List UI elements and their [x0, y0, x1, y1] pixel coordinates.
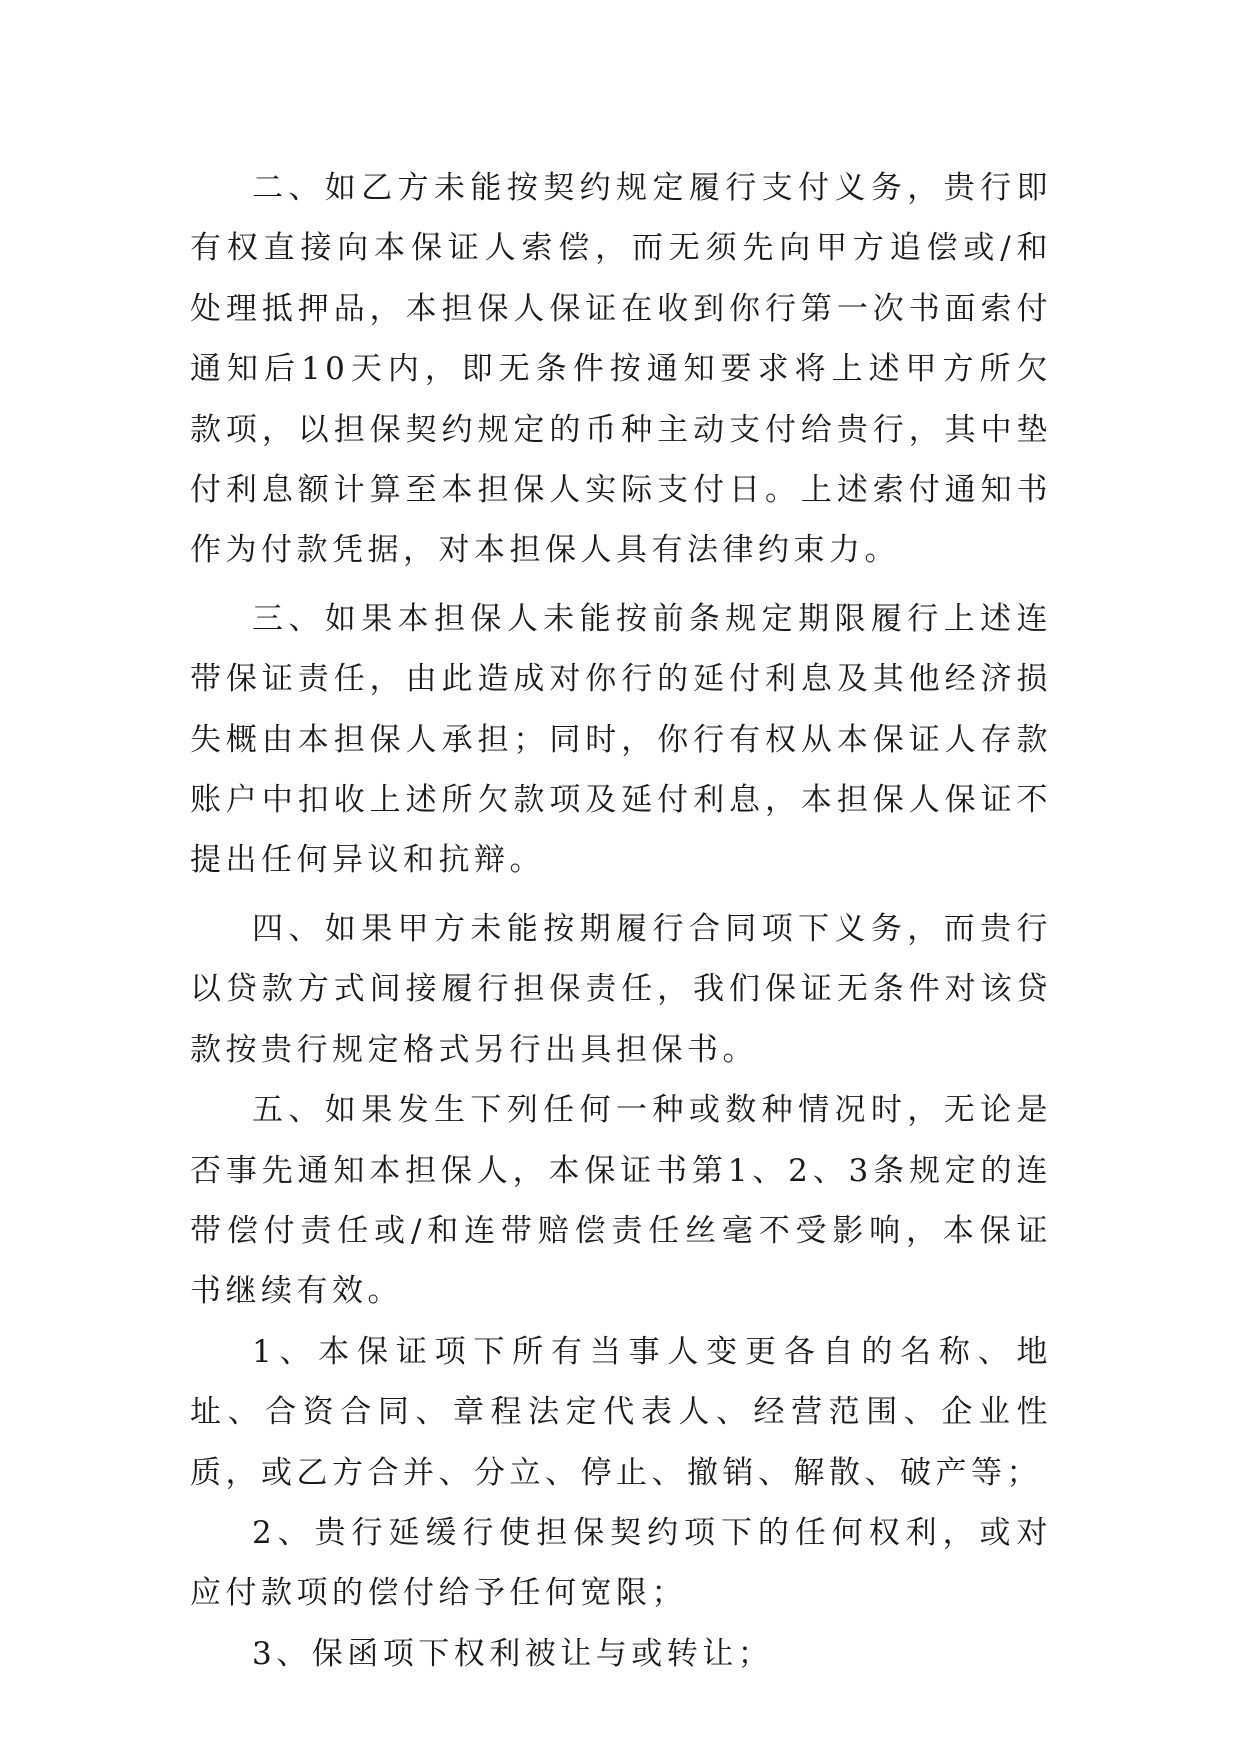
paragraph-item-2: 2、贵行延缓行使担保契约项下的任何权利，或对应付款项的偿付给予任何宽限；	[190, 1514, 1052, 1612]
paragraph-clause-2: 二、如乙方未能按契约规定履行支付义务，贵行即有权直接向本保证人索偿，而无须先向甲方追偿或/和处理抵押品，本担保人保证在收到你行第一次书面索付通知后10天内，即无条件按通知要求将上述甲方所欠款项，以担保契约规定的币种主动支付给贵行，其中垫付利息额计算至本担保人实际支付日。上述索付通知书作为付款凭据，对本担保人具有法律约束力。	[190, 170, 1052, 569]
document-body	[190, 158, 1052, 1684]
paragraph-clause-3: 三、如果本担保人未能按前条规定期限履行上述连带保证责任，由此造成对你行的延付利息及其他经济损失概由本担保人承担；同时，你行有权从本保证人存款账户中扣收上述所欠款项及延付利息，本担保人保证不提出任何异议和抗辩。	[190, 600, 1052, 879]
paragraph-clause-4: 四、如果甲方未能按期履行合同项下义务，而贵行以贷款方式间接履行担保责任，我们保证无条件对该贷款按贵行规定格式另行出具担保书。	[190, 910, 1052, 1068]
paragraph-item-1: 1、本保证项下所有当事人变更各自的名称、地址、合资合同、章程法定代表人、经营范围、企业性质，或乙方合并、分立、停止、撤销、解散、破产等；	[190, 1333, 1052, 1491]
paragraph-item-3: 3、保函项下权利被让与或转让；	[252, 1635, 774, 1672]
paragraph-clause-5: 五、如果发生下列任何一种或数种情况时，无论是否事先通知本担保人，本保证书第1、2、3条规定的连带偿付责任或/和连带赔偿责任丝毫不受影响，本保证书继续有效。	[190, 1092, 1052, 1310]
